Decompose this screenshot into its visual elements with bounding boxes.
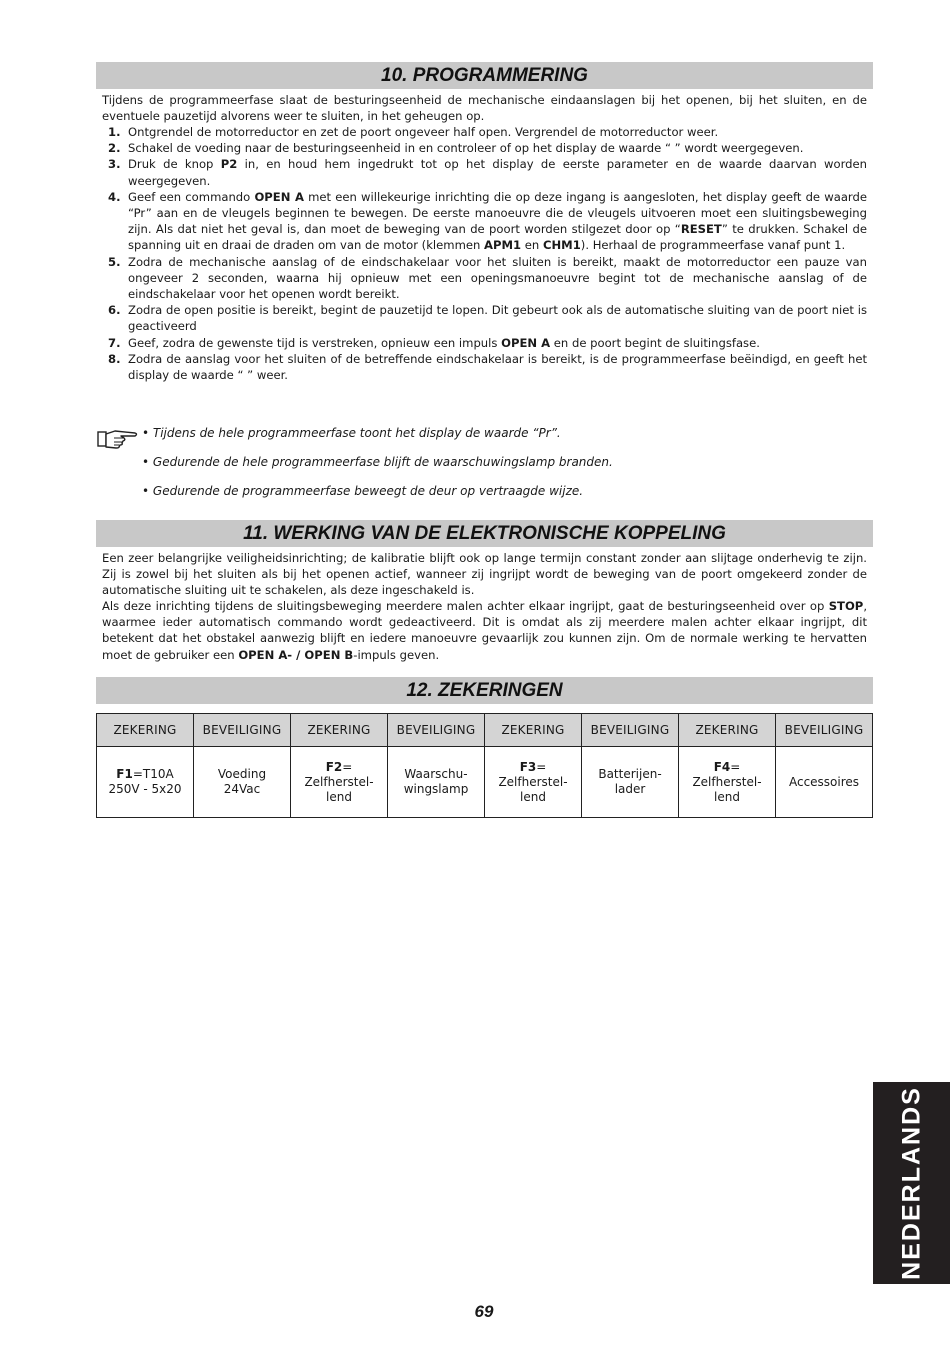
fuse-f1: F1=T10A 250V - 5x20: [97, 747, 194, 818]
col-header: BEVEILIGING: [776, 714, 873, 747]
fuse-f4: F4= Zelfherstel- lend: [679, 747, 776, 818]
step-1: 1. Ontgrendel de motorreductor en zet de poort ongeveer half open. Vergrendel de motorreductor weer.: [108, 125, 719, 139]
step-2: 2. Schakel de voeding naar de besturingseenheid in en controleer of op het display de waarde “ ” wordt weergegeven.: [108, 141, 804, 156]
section-12-header: 12. ZEKERINGEN: [96, 677, 873, 704]
language-side-tab: [873, 1082, 950, 1284]
fuse-table-row: [97, 747, 873, 818]
programming-steps: [102, 124, 867, 383]
step-6: 6. Zodra de open positie is bereikt, begint de pauzetijd te lopen. Dit gebeurt ook als de automatische sluiting van de poort niet is geactiveerd: [108, 303, 867, 334]
col-header: ZEKERING: [485, 714, 582, 747]
page-number: 69: [474, 1302, 494, 1321]
step-4: 4. Geef een commando OPEN A met een willekeurige inrichting die op deze ingang is aangesloten, het display geeft de waarde “Pr” aan en de vleugels beginnen te bewegen. De eerste manoeuvre die de vleugels uitvoeren moet een sluitingsbeweging zijn. Als dat niet het geval is, dan moet de beweging van de poort worden stilgezet door op “RESET” te drukken. Schakel de spanning uit en draai de draden om van de motor (klemmen APM1 en CHM1). Herhaal de programmeerfase vanaf punt 1.: [108, 189, 867, 253]
step-8: 8. Zodra de aanslag voor het sluiten of de betreffende eindschakelaar is bereikt, is de programmeerfase beëindigd, en geeft het display de waarde “ ” weer.: [108, 351, 867, 383]
col-header: BEVEILIGING: [582, 714, 679, 747]
col-header: ZEKERING: [291, 714, 388, 747]
fuse-table-header-row: [97, 714, 873, 747]
step-3: 3. Druk de knop P2 in, en houd hem ingedrukt tot op het display de eerste parameter en de waarde daarvan worden weergegeven.: [108, 157, 867, 188]
language-label: NEDERLANDS: [897, 1086, 925, 1280]
step-5: 5. Zodra de mechanische aanslag of de eindschakelaar voor het sluiten is bereikt, maakt de motorreductor een pauze van ongeveer 2 seconden, waarna hij opnieuw met een openingsmanoeuvre begint tot de mechanische aanslag of de eindschakelaar voor het openen wordt bereikt.: [108, 254, 867, 302]
note-display-pr: • Tijdens de hele programmeerfase toont het display de waarde “Pr”.: [142, 426, 561, 440]
section-11-header: 11. WERKING VAN DE ELEKTRONISCHE KOPPELING: [96, 520, 873, 547]
pointing-hand-icon: [97, 426, 139, 452]
protection-f3: Batterijen- lader: [582, 747, 679, 818]
protection-f1: Voeding 24Vac: [194, 747, 291, 818]
fuse-table: [96, 713, 873, 818]
col-header: BEVEILIGING: [388, 714, 485, 747]
section-11-para-1: Een zeer belangrijke veiligheidsinrichting; de kalibratie blijft ook op lange termijn constant zonder aan slijtage onderhevig te zijn. Zij is zowel bij het sluiten als bij het openen actief, wanneer zij ingrijpt wordt de beweging van de poort omgekeerd zonder de automatische sluiting uit te schakelen, als deze ingeschakeld is.: [102, 551, 867, 598]
note-slow-motion: • Gedurende de programmeerfase beweegt de deur op vertraagde wijze.: [142, 484, 584, 498]
section-11-para-2: Als deze inrichting tijdens de sluitingsbeweging meerdere malen achter elkaar ingrijpt, gaat de besturingseenheid over op STOP, waarmee ieder automatisch commando wordt gedeactiveerd. Dit is omdat als zij meerdere malen achter elkaar ingrijpt, dit betekent dat het obstakel aanwezig blijft en iedere manoeuvre gevaarlijk zou kunnen zijn. Om de normale werking te hervatten moet de gebruiker een OPEN A- / OPEN B-impuls geven.: [102, 599, 867, 662]
step-7: 7. Geef, zodra de gewenste tijd is verstreken, opnieuw een impuls OPEN A en de poort begint de sluitingsfase.: [108, 335, 760, 350]
protection-f2: Waarschu- wingslamp: [388, 747, 485, 818]
section-10-intro: Tijdens de programmeerfase slaat de besturingseenheid de mechanische eindaanslagen bij het openen, bij het sluiten, en de eventuele pauzetijd alvorens weer te sluiten, in het geheugen op.: [102, 93, 867, 124]
col-header: ZEKERING: [679, 714, 776, 747]
section-10-header: 10. PROGRAMMERING: [96, 62, 873, 89]
note-warning-lamp: • Gedurende de hele programmeerfase blijft de waarschuwingslamp branden.: [142, 455, 613, 469]
col-header: ZEKERING: [97, 714, 194, 747]
fuse-f2: F2= Zelfherstel- lend: [291, 747, 388, 818]
col-header: BEVEILIGING: [194, 714, 291, 747]
fuse-f3: F3= Zelfherstel- lend: [485, 747, 582, 818]
protection-f4: Accessoires: [776, 747, 873, 818]
